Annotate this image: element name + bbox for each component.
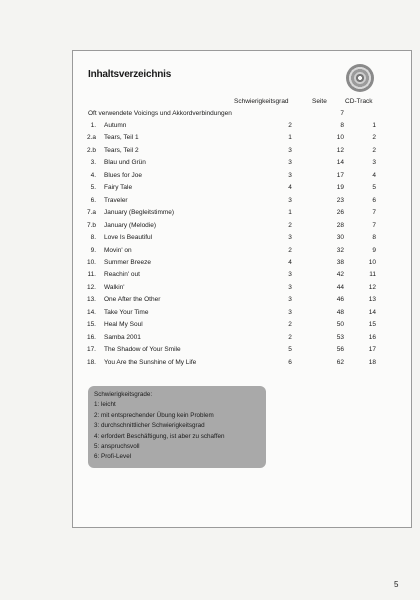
entry-title: One After the Other [104,296,161,304]
entry-number: 10. [86,258,96,266]
entry-page: 14 [336,159,344,167]
entry-number: 9. [90,246,96,254]
table-row [0,157,420,168]
entry-page: 42 [336,271,344,279]
entry-title: Summer Breeze [104,258,151,266]
entry-difficulty: 1 [288,134,292,142]
table-row [0,182,420,193]
page-column-header: Seite [312,98,327,105]
entry-difficulty: 3 [288,234,292,242]
entry-cd-track: 7 [372,209,376,217]
entry-number: 4. [90,171,96,179]
entry-page: 44 [336,283,344,291]
entry-number: 18. [86,358,96,366]
entry-title: Take Your Time [104,308,149,316]
legend-item: 6: Profi-Level [94,453,132,461]
entry-cd-track: 12 [368,283,376,291]
entry-number: 14. [86,308,96,316]
entry-cd-track: 3 [372,159,376,167]
table-row [0,170,420,181]
entry-difficulty: 2 [288,221,292,229]
legend-item: 5: anspruchsvoll [94,443,140,451]
entry-cd-track: 2 [372,146,376,154]
entry-number: 3. [90,159,96,167]
difficulty-column-header: Schwierigkeitsgrad [234,98,289,105]
entry-page: 23 [336,196,344,204]
entry-number: 7.b [86,221,96,229]
entry-page: 8 [340,122,344,129]
table-row [0,207,420,218]
entry-page: 38 [336,258,344,266]
table-row [0,132,420,143]
entry-cd-track: 4 [372,171,376,179]
table-row [0,307,420,318]
entry-page: 28 [336,221,344,229]
entry-difficulty: 3 [288,283,292,291]
entry-number: 13. [86,296,96,304]
entry-title: Tears, Teil 1 [104,134,139,142]
entry-page: 56 [336,346,344,354]
table-row [0,294,420,305]
entry-cd-track: 14 [368,308,376,316]
table-row [0,245,420,256]
entry-cd-track: 2 [372,134,376,142]
table-row [0,344,420,355]
entry-page: 48 [336,308,344,316]
difficulty-legend [88,386,266,468]
entry-page: 30 [336,234,344,242]
entry-title: January (Begleitstimme) [104,209,175,217]
entry-difficulty: 3 [288,146,292,154]
table-row [0,120,420,131]
entry-title: Blues for Joe [104,171,142,179]
entry-cd-track: 13 [368,296,376,304]
entry-difficulty: 2 [288,333,292,341]
table-row [0,195,420,206]
table-row [0,257,420,268]
table-row [0,232,420,243]
entry-cd-track: 5 [372,184,376,192]
entry-difficulty: 2 [288,122,292,129]
cd-track-column-header: CD-Track [345,98,373,105]
page-number: 5 [394,580,399,589]
entry-title: Samba 2001 [104,333,141,341]
intro-title: Oft verwendete Voicings und Akkordverbindungen [88,110,232,117]
page-title: Inhaltsverzeichnis [88,69,172,80]
entry-title: Traveler [104,196,128,204]
entry-title: Walkin' [104,283,125,291]
entry-number: 1. [90,122,96,129]
table-row [0,269,420,280]
entry-number: 2.a [86,134,96,142]
entry-page: 19 [336,184,344,192]
table-row [0,282,420,293]
entry-difficulty: 1 [288,209,292,217]
entry-difficulty: 2 [288,246,292,254]
intro-page: 7 [340,110,344,117]
intro-row [0,108,420,119]
entry-difficulty: 3 [288,271,292,279]
entry-number: 7.a [86,209,96,217]
entry-number: 6. [90,196,96,204]
entry-page: 10 [336,134,344,142]
entry-page: 50 [336,321,344,329]
cd-disc-icon [346,64,374,92]
legend-item: 2: mit entsprechender Übung kein Problem [94,411,214,419]
entry-page: 17 [336,171,344,179]
entry-difficulty: 3 [288,196,292,204]
entry-cd-track: 15 [368,321,376,329]
entry-page: 32 [336,246,344,254]
entry-difficulty: 2 [288,321,292,329]
entry-difficulty: 4 [288,258,292,266]
entry-difficulty: 3 [288,308,292,316]
entry-cd-track: 10 [368,258,376,266]
table-row [0,357,420,368]
entry-page: 12 [336,146,344,154]
entry-title: Fairy Tale [104,184,133,192]
entry-cd-track: 7 [372,221,376,229]
entry-page: 62 [336,358,344,366]
entry-number: 17. [86,346,96,354]
entry-cd-track: 8 [372,234,376,242]
entry-title: The Shadow of Your Smile [104,346,181,354]
entry-page: 26 [336,209,344,217]
legend-heading: Schwierigkeitsgrade: [94,391,153,398]
entry-number: 12. [86,283,96,291]
entry-difficulty: 3 [288,159,292,167]
entry-title: Movin' on [104,246,132,254]
entry-page: 46 [336,296,344,304]
entry-difficulty: 4 [288,184,292,192]
legend-item: 3: durchschnittlicher Schwierigkeitsgrad [94,422,205,430]
entry-difficulty: 3 [288,171,292,179]
entry-number: 5. [90,184,96,192]
entry-cd-track: 17 [368,346,376,354]
entry-difficulty: 5 [288,346,292,354]
entry-number: 2.b [86,146,96,154]
legend-item: 1: leicht [94,401,116,409]
entry-title: January (Melodie) [104,221,157,229]
entry-cd-track: 6 [372,196,376,204]
entry-number: 8. [90,234,96,242]
entry-cd-track: 11 [369,271,376,279]
table-row [0,332,420,343]
entry-title: Tears, Teil 2 [104,146,139,154]
table-row [0,145,420,156]
entry-number: 16. [86,333,96,341]
entry-number: 15. [86,321,96,329]
table-row [0,319,420,330]
legend-item: 4: erfordert Beschäftigung, ist aber zu schaffen [94,432,225,440]
entry-page: 53 [336,333,344,341]
entry-difficulty: 3 [288,296,292,304]
entry-number: 11. [87,271,96,279]
entry-cd-track: 16 [368,333,376,341]
entry-title: Love Is Beautiful [104,234,153,242]
entry-difficulty: 6 [288,358,292,366]
entry-title: Blau und Grün [104,159,146,167]
entry-title: Autumn [104,122,127,129]
entry-cd-track: 1 [372,122,376,129]
entry-title: Heal My Soul [104,321,143,329]
entry-title: Reachin' out [104,271,140,279]
entry-cd-track: 9 [372,246,376,254]
entry-cd-track: 18 [368,358,376,366]
entry-title: You Are the Sunshine of My Life [104,358,197,366]
table-row [0,220,420,231]
